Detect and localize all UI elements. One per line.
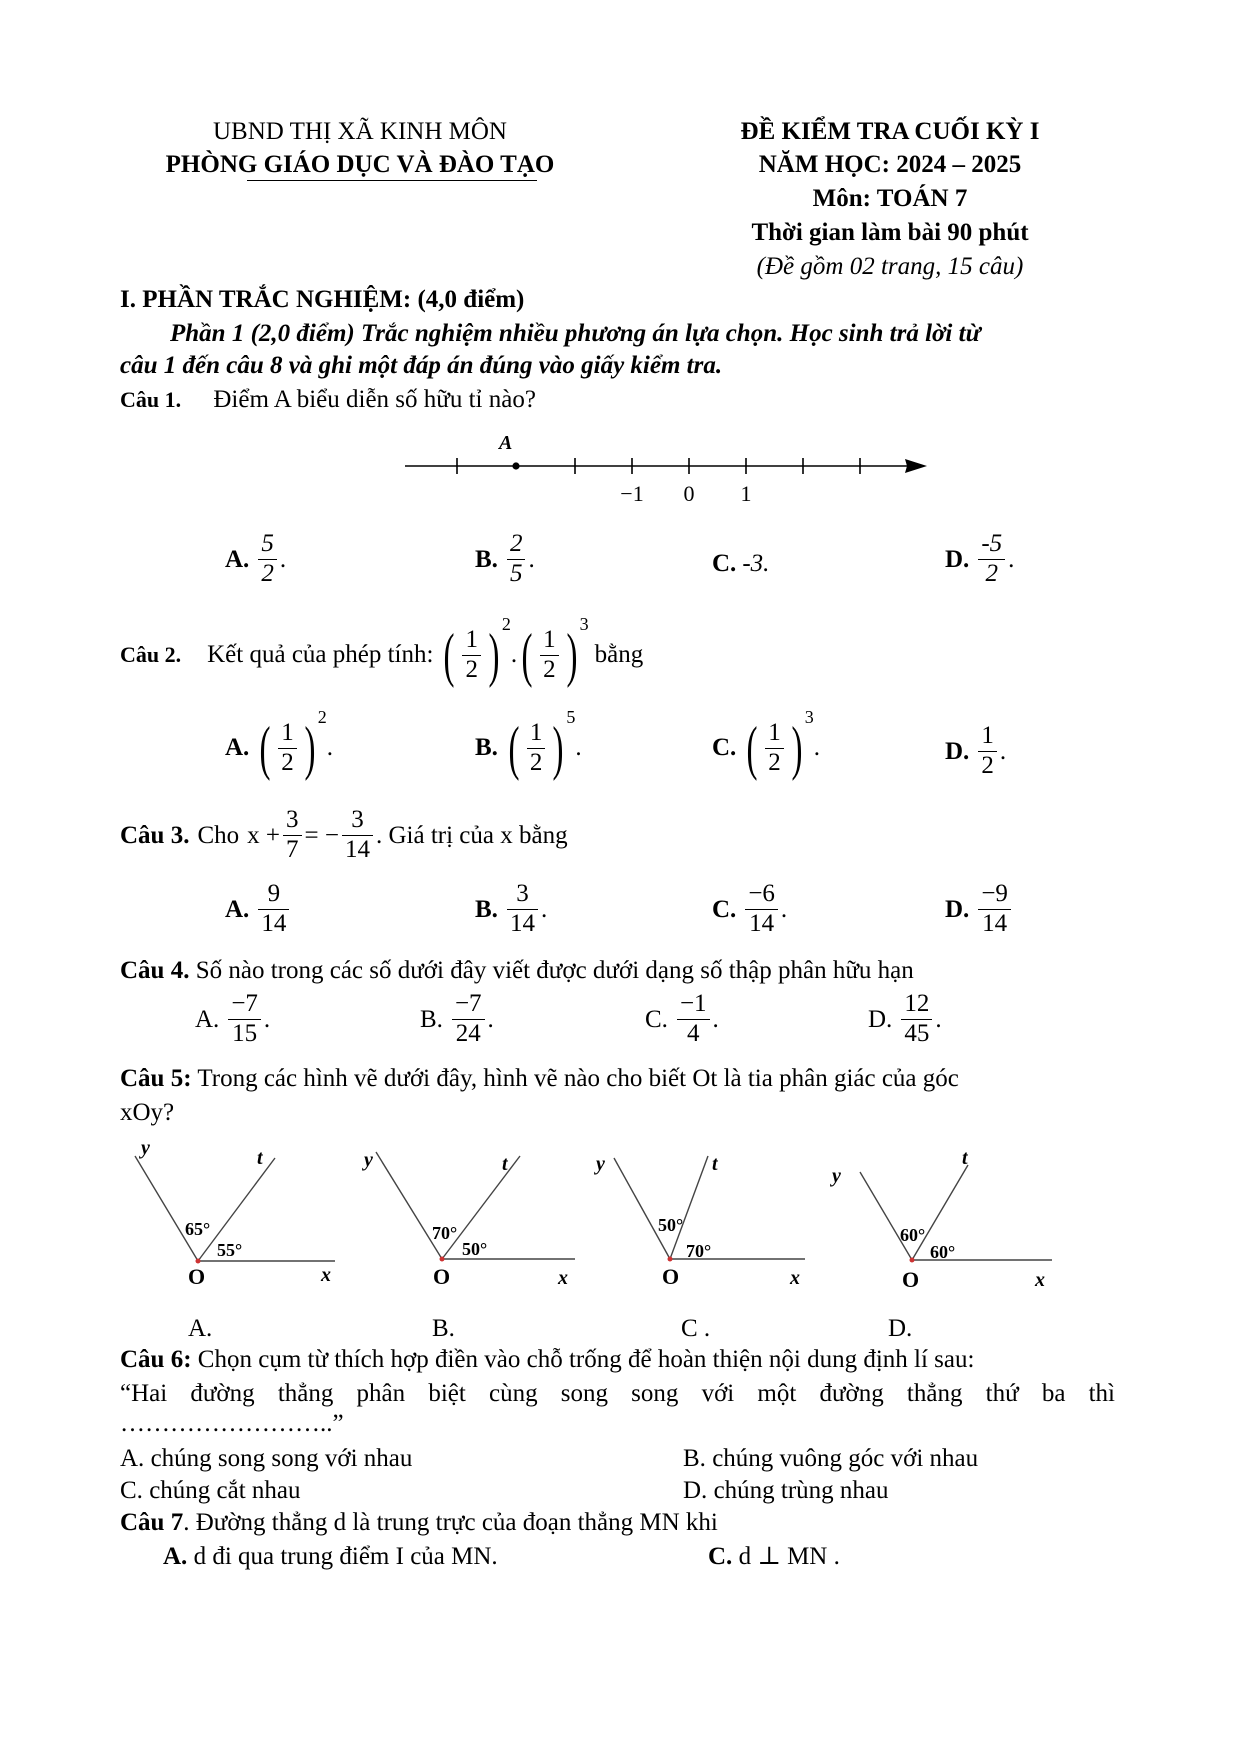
label-y: y bbox=[141, 1137, 150, 1159]
angle-top: 50° bbox=[658, 1215, 684, 1235]
header-left-line2: PHÒNG GIÁO DỤC VÀ ĐÀO TẠO bbox=[165, 151, 555, 178]
angle-bottom: 55° bbox=[217, 1240, 243, 1260]
angle-bottom: 50° bbox=[462, 1239, 488, 1259]
q6-line2: “Hai đường thẳng phân biệt cùng song song với một đường thẳng thứ ba thì bbox=[120, 1380, 1115, 1407]
label-x: x bbox=[790, 1267, 800, 1289]
label-y: y bbox=[596, 1153, 605, 1175]
point-a-dot bbox=[512, 462, 519, 469]
label-o: O bbox=[902, 1267, 920, 1292]
tick-label-m1: −1 bbox=[620, 481, 644, 506]
label-x: x bbox=[321, 1264, 331, 1286]
q4-line: Câu 4. Số nào trong các số dưới đây viết được dưới dạng số thập phân hữu hạn bbox=[120, 957, 914, 984]
q3-option-a[interactable]: A. $\frac{9}{14}$ bbox=[225, 880, 292, 939]
label-t: t bbox=[962, 1147, 968, 1169]
q2-option-c[interactable]: C. ( $\frac{1}{2}$ ) 3 . bbox=[712, 707, 821, 781]
q3-option-d[interactable]: D. $\frac{-9}{14}$ bbox=[945, 880, 1014, 939]
header-right-line4: Thời gian làm bài 90 phút bbox=[751, 219, 1029, 246]
label-x: x bbox=[1035, 1269, 1045, 1291]
label-y: y bbox=[364, 1149, 373, 1171]
q3-line: Câu 3. Cho x + $\frac{3}{7}$ = − $\frac{3}{14}$ . Giá trị của x bằng bbox=[120, 806, 568, 863]
header-underline bbox=[247, 180, 537, 181]
vertex-o bbox=[668, 1257, 673, 1262]
q6-option-b[interactable]: B. chúng vuông góc với nhau bbox=[683, 1445, 979, 1472]
q7-line: Câu 7. Đường thẳng d là trung trực của đoạn thẳng MN khi bbox=[120, 1509, 718, 1536]
label-t: t bbox=[502, 1153, 508, 1175]
q6-option-d[interactable]: D. chúng trùng nhau bbox=[683, 1477, 889, 1504]
q4-option-a[interactable]: A. $\frac{-7}{15}$ . bbox=[195, 990, 271, 1047]
ray-oy bbox=[860, 1172, 912, 1260]
label-o: O bbox=[433, 1264, 451, 1289]
header-right-line5: (Đề gồm 02 trang, 15 câu) bbox=[756, 253, 1024, 280]
ray-oy bbox=[614, 1158, 670, 1259]
point-a-label: A bbox=[499, 432, 513, 454]
vertex-o bbox=[910, 1258, 915, 1263]
q5-line1: Câu 5: Trong các hình vẽ dưới đây, hình vẽ nào cho biết Ot là tia phân giác của góc bbox=[120, 1065, 959, 1092]
q6-line1: Câu 6: Chọn cụm từ thích hợp điền vào chỗ trống để hoàn thiện nội dung định lí sau: bbox=[120, 1346, 975, 1373]
section-title: I. PHẦN TRẮC NGHIỆM: (4,0 điểm) bbox=[120, 286, 525, 313]
q6-option-a[interactable]: A. chúng song song với nhau bbox=[120, 1445, 413, 1472]
angle-bottom: 70° bbox=[686, 1241, 712, 1261]
header-right-line3: Môn: TOÁN 7 bbox=[812, 185, 968, 212]
angle-bottom: 60° bbox=[930, 1242, 956, 1262]
header-right-line2: NĂM HỌC: 2024 – 2025 bbox=[758, 151, 1022, 178]
q2-option-d[interactable]: D. $\frac{1}{2}$ . bbox=[945, 722, 1007, 779]
label-t: t bbox=[257, 1147, 263, 1169]
number-line bbox=[395, 425, 930, 515]
q5-figure-b bbox=[364, 1140, 590, 1289]
vertex-o bbox=[196, 1259, 201, 1264]
number-line-arrow bbox=[905, 459, 927, 473]
q6-option-c[interactable]: C. chúng cắt nhau bbox=[120, 1477, 301, 1504]
ray-oy bbox=[135, 1156, 198, 1261]
q7-option-c[interactable]: C. d ⊥ MN . bbox=[708, 1543, 840, 1570]
q6-line3: ……………………..” bbox=[120, 1410, 344, 1437]
q4-option-c[interactable]: C. $\frac{-1}{4}$ . bbox=[645, 990, 719, 1047]
q4-option-d[interactable]: D. $\frac{12}{45}$ . bbox=[868, 990, 942, 1047]
q5-figure-a-label[interactable]: A. bbox=[188, 1315, 213, 1342]
q5-figure-a bbox=[125, 1137, 355, 1289]
tick-label-0: 0 bbox=[683, 481, 695, 506]
label-t: t bbox=[712, 1153, 718, 1175]
q3-option-b[interactable]: B. $\frac{3}{14}$ . bbox=[475, 880, 548, 937]
angle-top: 60° bbox=[900, 1225, 926, 1245]
label-y: y bbox=[832, 1165, 841, 1187]
q4-option-b[interactable]: B. $\frac{-7}{24}$ . bbox=[420, 990, 494, 1047]
q5-figure-b-label[interactable]: B. bbox=[432, 1315, 455, 1342]
q1-label: Câu 1. bbox=[120, 387, 182, 412]
q1-line bbox=[120, 386, 536, 414]
q5-figure-c bbox=[590, 1140, 830, 1289]
q5-line2: xOy? bbox=[120, 1099, 175, 1126]
q5-figure-c-label[interactable]: C . bbox=[681, 1315, 711, 1342]
header-left-line1: UBND THỊ XÃ KINH MÔN bbox=[213, 118, 507, 145]
angle-top: 65° bbox=[185, 1219, 211, 1239]
q5-figure-d bbox=[820, 1140, 1070, 1292]
q1-option-d[interactable]: D. $\frac{-5}{2}$ . bbox=[945, 530, 1015, 587]
tick-label-1: 1 bbox=[740, 481, 752, 506]
q5-figure-d-label[interactable]: D. bbox=[888, 1315, 913, 1342]
q3-option-c[interactable]: C. $\frac{-6}{14}$ . bbox=[712, 880, 788, 937]
q1-option-b[interactable]: B. $\frac{2}{5}$ . bbox=[475, 530, 535, 587]
label-o: O bbox=[662, 1264, 680, 1289]
q1-text: Điểm A biểu diễn số hữu tỉ nào? bbox=[213, 386, 536, 413]
q7-option-a[interactable]: A. d đi qua trung điểm I của MN. bbox=[163, 1543, 498, 1570]
part1-line2: câu 1 đến câu 8 và ghi một đáp án đúng vào giấy kiểm tra. bbox=[120, 352, 723, 379]
q2-line: Câu 2. Kết quả của phép tính: ( $\frac{1}{2}$ ) 2 . ( $\frac{1}{2}$ ) 3 bằng bbox=[120, 614, 644, 688]
angle-top: 70° bbox=[432, 1223, 458, 1243]
label-x: x bbox=[558, 1267, 568, 1289]
vertex-o bbox=[440, 1257, 445, 1262]
label-o: O bbox=[188, 1264, 206, 1289]
header-right-line1: ĐỀ KIỂM TRA CUỐI KỲ I bbox=[740, 118, 1040, 145]
q1-option-a[interactable]: A. $\frac{5}{2}$ . bbox=[225, 530, 287, 587]
q2-option-b[interactable]: B. ( $\frac{1}{2}$ ) 5 . bbox=[475, 707, 582, 781]
q1-option-c[interactable]: C. -3. bbox=[712, 550, 770, 577]
part1-line1: Phần 1 (2,0 điểm) Trắc nghiệm nhiều phương án lựa chọn. Học sinh trả lời từ bbox=[170, 320, 981, 347]
q2-option-a[interactable]: A. ( $\frac{1}{2}$ ) 2 . bbox=[225, 707, 334, 781]
